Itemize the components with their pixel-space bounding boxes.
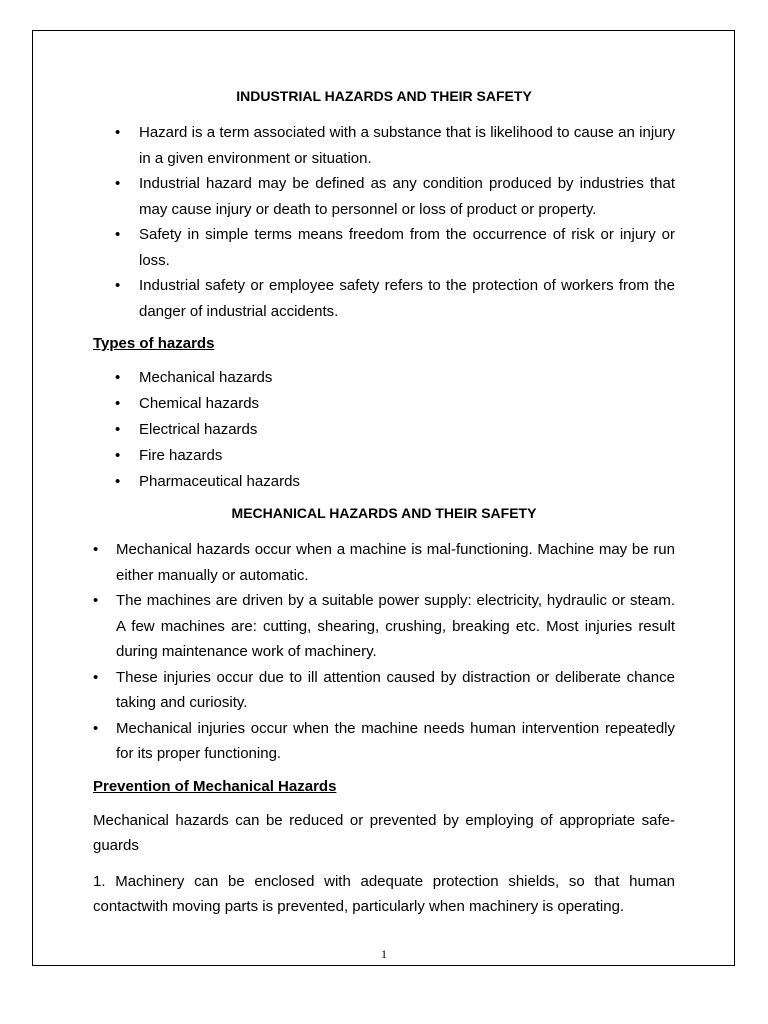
prevention-heading: Prevention of Mechanical Hazards <box>93 777 337 795</box>
types-bullet-list <box>93 365 675 495</box>
type-item-mechanical: • Mechanical hazards <box>93 365 675 391</box>
intro-bullet-industrial-safety: • Industrial safety or employee safety refers to the protection of workers from the danger of industrial accidents. <box>93 273 675 324</box>
intro-bullet-hazard-definition: • Hazard is a term associated with a substance that is likelihood to cause an injury in a given environment or situation. <box>93 120 675 171</box>
prevention-point-1: 1. Machinery can be enclosed with adequate protection shields, so that human contactwith moving parts is prevented, particularly when machinery is operating. <box>93 872 675 915</box>
prevention-intro-paragraph: Mechanical hazards can be reduced or prevented by employing of appropriate safe-guards <box>93 811 675 854</box>
mechanical-bullet-malfunction: • Mechanical hazards occur when a machine is mal-functioning. Machine may be run either manually or automatic. <box>93 537 675 588</box>
type-item-electrical: • Electrical hazards <box>93 417 675 443</box>
mechanical-section-title: MECHANICAL HAZARDS AND THEIR SAFETY <box>231 505 537 521</box>
mechanical-bullet-list <box>93 537 675 767</box>
document-body <box>93 86 675 920</box>
intro-bullet-industrial-hazard: • Industrial hazard may be defined as any condition produced by industries that may cause injury or death to personnel or loss of product or property. <box>93 171 675 222</box>
mechanical-bullet-attention: • These injuries occur due to ill attention caused by distraction or deliberate chance taking and curiosity. <box>93 665 675 716</box>
type-item-fire: • Fire hazards <box>93 443 675 469</box>
intro-bullet-safety-definition: • Safety in simple terms means freedom from the occurrence of risk or injury or loss. <box>93 222 675 273</box>
page-number: 1 <box>381 947 387 961</box>
type-item-chemical: • Chemical hazards <box>93 391 675 417</box>
mechanical-bullet-power-supply: • The machines are driven by a suitable power supply: electricity, hydraulic or steam. A few machines are: cutting, shearing, crushing, breaking etc. Most injuries result during maintenance work of machinery. <box>93 588 675 665</box>
mechanical-bullet-intervention: • Mechanical injuries occur when the machine needs human intervention repeatedly for its proper functioning. <box>93 716 675 767</box>
type-item-pharmaceutical: • Pharmaceutical hazards <box>93 469 675 495</box>
document-title: INDUSTRIAL HAZARDS AND THEIR SAFETY <box>236 88 532 104</box>
types-heading: Types of hazards <box>93 335 215 352</box>
intro-bullet-list <box>93 120 675 324</box>
